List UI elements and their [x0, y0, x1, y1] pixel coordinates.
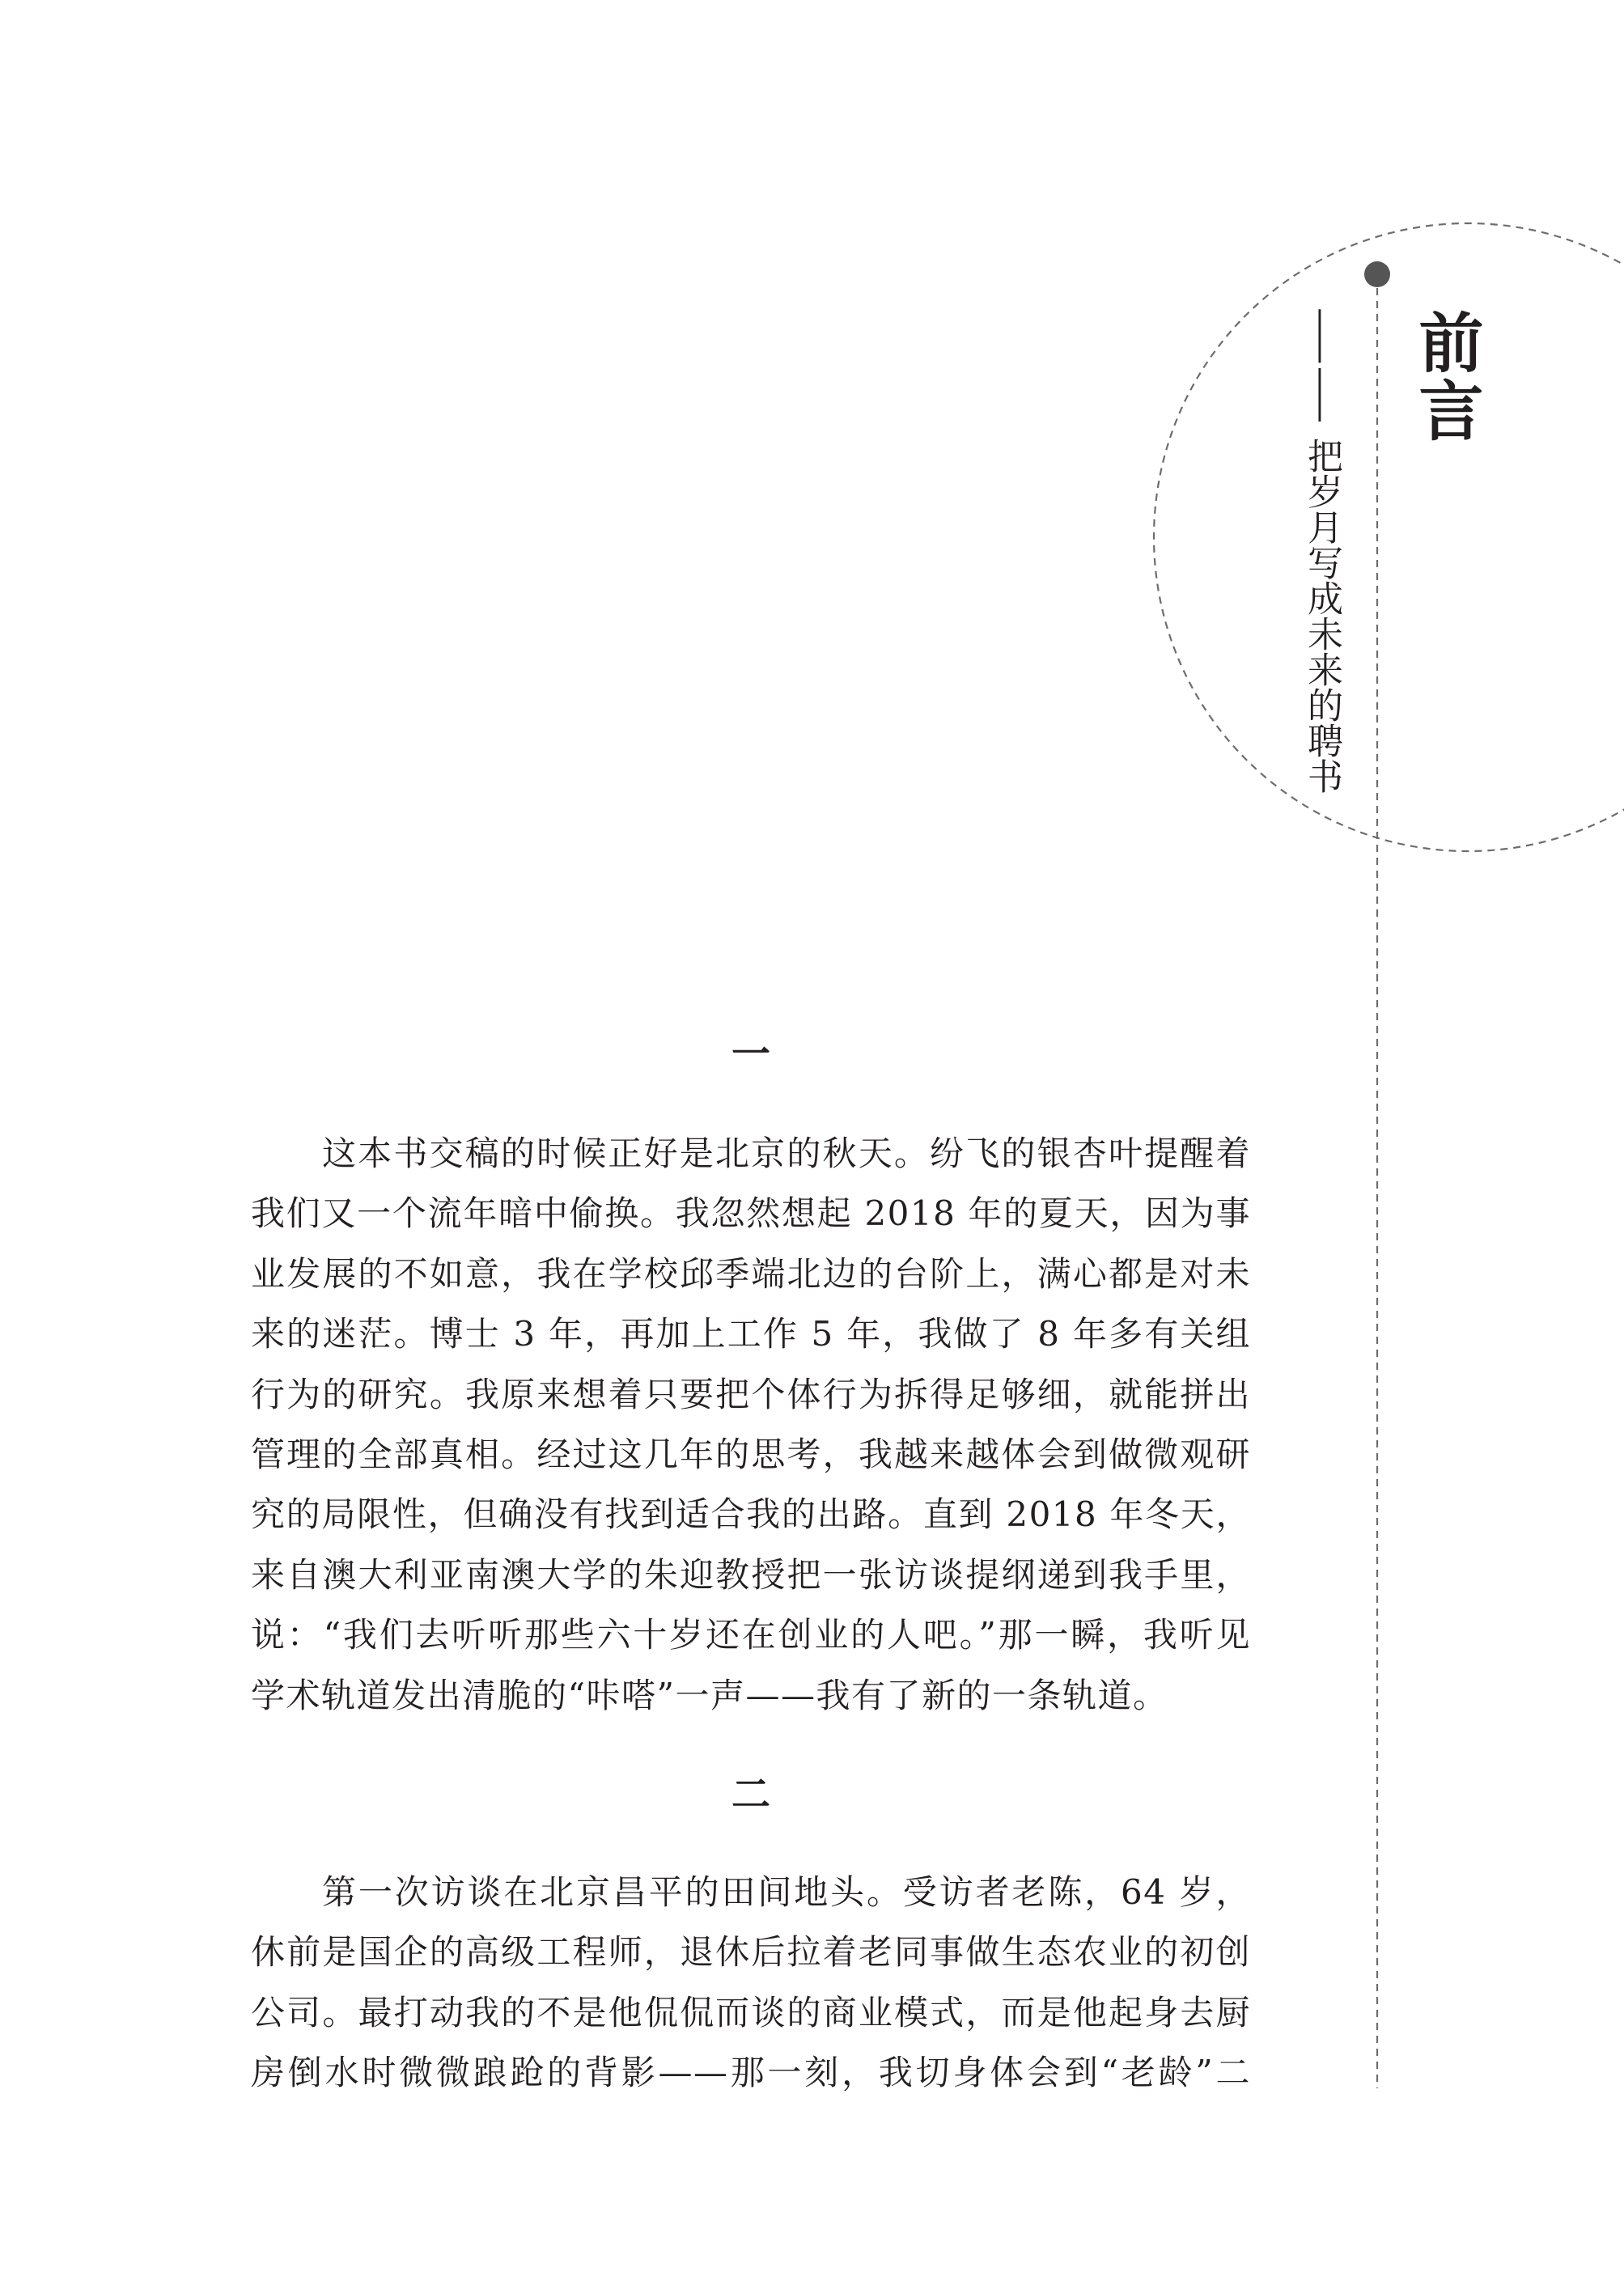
text-line: 房倒水时微微踉跄的背影——那一刻，我切身体会到“老龄”二 [251, 2053, 1251, 2093]
text-line: 来自澳大利亚南澳大学的朱迎教授把一张访谈提纲递到我手里， [251, 1554, 1251, 1595]
marker-dot [1364, 261, 1390, 287]
text-line: 来的迷茫。博士 3 年，再加上工作 5 年，我做了 8 年多有关组 [251, 1314, 1251, 1354]
subtitle-dash: —— [1301, 307, 1342, 425]
text-line: 行为的研究。我原来想着只要把个体行为拆得足够细，就能拼出 [251, 1374, 1251, 1414]
section-heading-1: 一 [731, 1032, 770, 1077]
text-line: 这本书交稿的时候正好是北京的秋天。纷飞的银杏叶提醒着 [322, 1134, 1251, 1173]
text-line: 究的局限性，但确没有找到适合我的出路。直到 2018 年冬天， [251, 1494, 1251, 1535]
text-line: 学术轨道发出清脆的“咔嗒”一声——我有了新的一条轨道。 [251, 1675, 1168, 1715]
section-heading-2: 二 [731, 1772, 770, 1817]
dashed-circle [1154, 223, 1624, 851]
text-line: 业发展的不如意，我在学校邱季端北边的台阶上，满心都是对未 [251, 1253, 1251, 1294]
text-line: 公司。最打动我的不是他侃侃而谈的商业模式，而是他起身去厨 [251, 1992, 1251, 2032]
section-1-paragraph [251, 1124, 1251, 1726]
text-line: 我们又一个流年暗中偷换。我忽然想起 2018 年的夏天，因为事 [251, 1193, 1251, 1234]
text-line: 休前是国企的高级工程师，退休后拉着老同事做生态农业的初创 [251, 1932, 1251, 1973]
text-line: 说：“我们去听听那些六十岁还在创业的人吧。”那一瞬，我听见 [251, 1615, 1251, 1655]
chapter-subtitle: 把岁月写成未来的聘书 [1301, 438, 1342, 794]
text-line: 第一次访谈在北京昌平的田间地头。受访者老陈，64 岁， [322, 1872, 1251, 1912]
section-2-paragraph [251, 1863, 1251, 2104]
text-line: 管理的全部真相。经过这几年的思考，我越来越体会到做微观研 [251, 1434, 1251, 1474]
chapter-title: 前言 [1408, 309, 1484, 445]
